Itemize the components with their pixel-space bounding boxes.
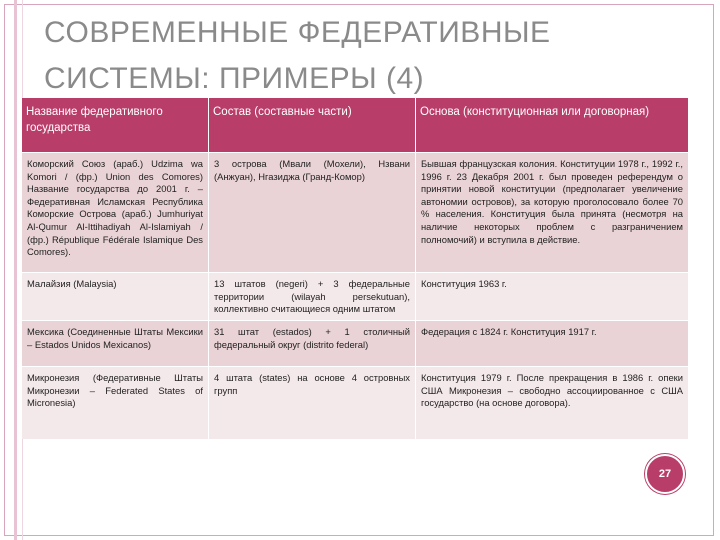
table-row [22, 153, 688, 273]
cell-state-parts: 3 острова (Мвали (Мохели), Нзвани (Анжуан), Нгазиджа (Гранд-Комор) [209, 153, 416, 273]
cell-state-name: Микронезия (Федеративные Штаты Микронезии – Federated States of Micronesia) [22, 367, 209, 439]
decorative-left-bar [14, 0, 17, 540]
cell-state-parts: 4 штата (states) на основе 4 островных групп [209, 367, 416, 439]
page-number-badge [645, 454, 685, 494]
table-row [22, 273, 688, 321]
cell-state-basis: Бывшая французская колония. Конституции 1978 г., 1992 г., 1996 г. 23 Декабря 2001 г. был проведен референдум о принятии новой конституции (предполагает увеличение автономии островов), за которую проголосовало более 70 % населения. Конституция была принята (несмотря на наличие некоторых проблем с разграничением полномочий) и вступила в действие. [416, 153, 689, 273]
cell-state-parts: 31 штат (estados) + 1 столичный федеральный округ (distrito federal) [209, 321, 416, 367]
cell-state-basis: Федерация с 1824 г. Конституция 1917 г. [416, 321, 689, 367]
column-header-name: Название федеративного государства [22, 98, 209, 153]
cell-state-basis: Конституция 1979 г. После прекращения в 1986 г. опеки США Микронезия – свободно ассоциированное с США государство (на основе договора). [416, 367, 689, 439]
cell-state-name: Мексика (Соединенные Штаты Мексики – Estados Unidos Mexicanos) [22, 321, 209, 367]
cell-state-name: Коморский Союз (араб.) Udzima wa Komori / (фр.) Union des Comores) Название государства до 2001 г. – Федеративная Исламская Республика Коморские Острова (араб.) Jumhuriyat Al-Qumur Al-Ittihadiyah Al-Islamiyah / (фр.) République Fédérale Islamique Des Comores). [22, 153, 209, 273]
cell-state-name: Малайзия (Malaysia) [22, 273, 209, 321]
table-row [22, 367, 688, 439]
slide-title-line2: СИСТЕМЫ: ПРИМЕРЫ (4) [44, 62, 425, 95]
table-row [22, 321, 688, 367]
slide-title [44, 10, 684, 102]
table-header-row [22, 98, 688, 153]
column-header-parts: Состав (составные части) [209, 98, 416, 153]
cell-state-basis: Конституция 1963 г. [416, 273, 689, 321]
column-header-basis: Основа (конституционная или договорная) [416, 98, 689, 153]
slide-title-line1: СОВРЕМЕННЫЕ ФЕДЕРАТИВНЫЕ [44, 16, 551, 49]
page-number: 27 [658, 468, 672, 480]
federations-table [22, 98, 688, 439]
cell-state-parts: 13 штатов (negeri) + 3 федеральные территории (wilayah persekutuan), коллективно считающиеся одним штатом [209, 273, 416, 321]
